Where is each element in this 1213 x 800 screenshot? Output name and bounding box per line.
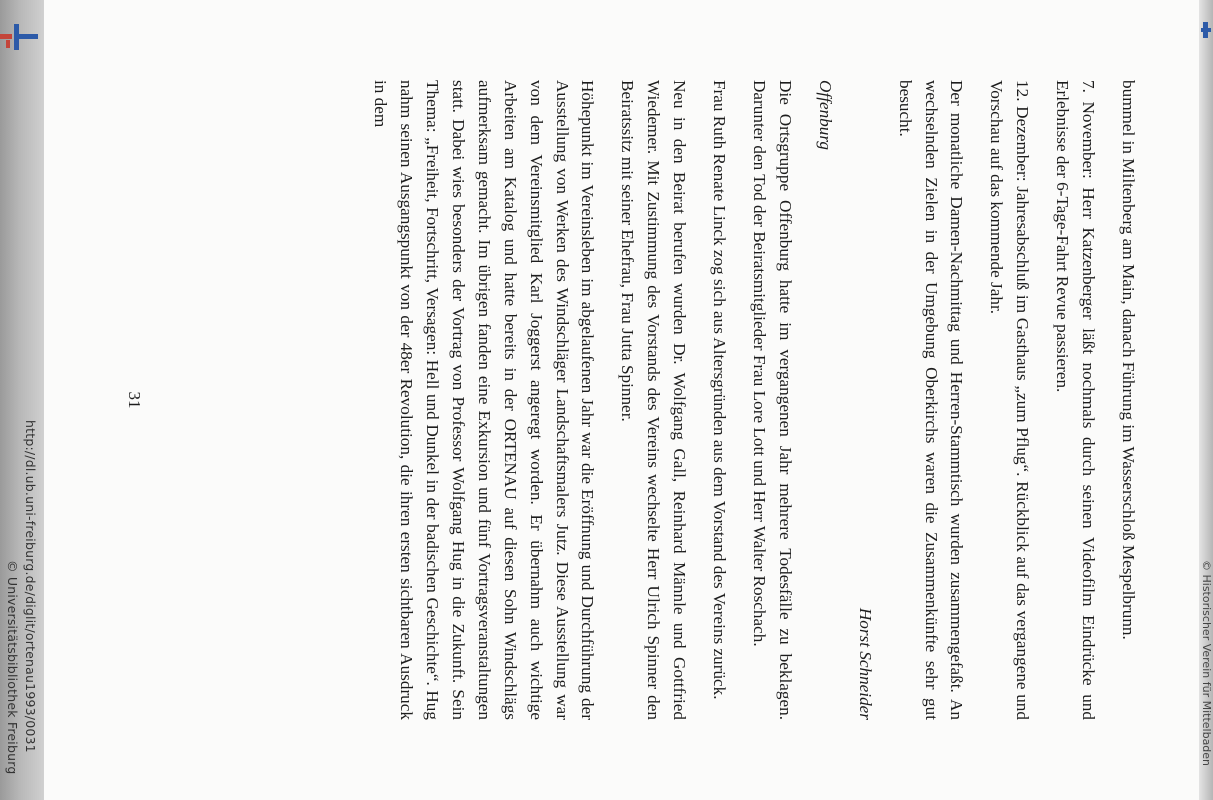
library-logo-icon (0, 24, 38, 50)
section-heading: Offenburg (815, 80, 835, 151)
document-url[interactable]: http://dl.ub.uni-freiburg.de/diglit/ortenau1993/0031 (23, 420, 38, 753)
author-signature: Horst Schneider (855, 607, 875, 720)
right-edge-copyright: © Historischer Verein für Mittelbaden (1200, 560, 1213, 767)
text-column (353, 80, 1141, 720)
paragraph: bummel in Miltenberg am Main, danach Führung im Wasserschloß Mespelbrunn. (1119, 80, 1138, 640)
scanned-page (44, 0, 1199, 800)
paragraph: 12. Dezember: Jahresabschluß im Gasthaus „zum Pflug“. Rückblick auf das vergangene und Vorschau auf das kommende Jahr. (987, 80, 1033, 720)
copyright-notice: © Universitätsbibliothek Freiburg (5, 560, 20, 775)
paragraph: 7. November: Herr Katzenberger läßt nochmals durch seinen Videofilm Eindrücke und Erlebnisse der 6-Tage-Fahrt Revue passieren. (1053, 80, 1099, 720)
page-content (44, 0, 1199, 800)
paragraph: Höhepunkt im Vereinsleben im abgelaufenen Jahr war die Eröffnung und Durchführung der Ausstellung von Werken des Windschläger Landschaftsmalers Jutz. Diese Ausstellung war von dem Vereinsmitglied Karl Joggerst angeregt worden. Er übernahm auch wichtige Arbeiten am Katalog und hatte bereits in der ORTENAU auf diesen Sohn Windschlägs aufmerksam gemacht. Im übrigen fanden eine Exkursion und fünf Vortragsveranstaltungen statt. Dabei wies besonders der Vortrag von Professor Wolfgang Hug in die Zukunft. Sein Thema: „Freiheit, Fortschritt, Versagen: Hell und Dunkel in der badischen Geschichte“. Hug nahm seinen Ausgangspunkt von der 48er Revolution, die ihren ersten sichtbaren Ausdruck in dem (371, 80, 598, 720)
paragraph: Die Ortsgruppe Offenburg hatte im vergangenen Jahr mehrere Todesfälle zu beklagen. Darunter den Tod der Beiratsmitglieder Frau Lore Lott und Herr Walter Roschach. (750, 80, 795, 720)
page-number: 31 (125, 391, 144, 409)
paragraph: Neu in den Beirat berufen wurden Dr. Wolfgang Gall, Reinhard Männle und Gottfried Wiedemer. Mit Zustimmung des Vorstands des Vereins wechselte Herr Ulrich Spinner den Beiratssitz mit seiner Ehefrau, Frau Jutta Spinner. (618, 80, 690, 720)
paragraph: Der monatliche Damen-Nachmittag und Herren-Stammtisch wurden zusammengefaßt. An wechselnden Zielen in der Umgebung Oberkirchs waren die Zusammenkünfte sehr gut besucht. (895, 80, 967, 720)
library-logo-icon-right (1201, 22, 1211, 38)
paragraph: Frau Ruth Renate Linck zog sich aus Altersgründen aus dem Vorstand des Vereins zurück. (710, 80, 730, 700)
